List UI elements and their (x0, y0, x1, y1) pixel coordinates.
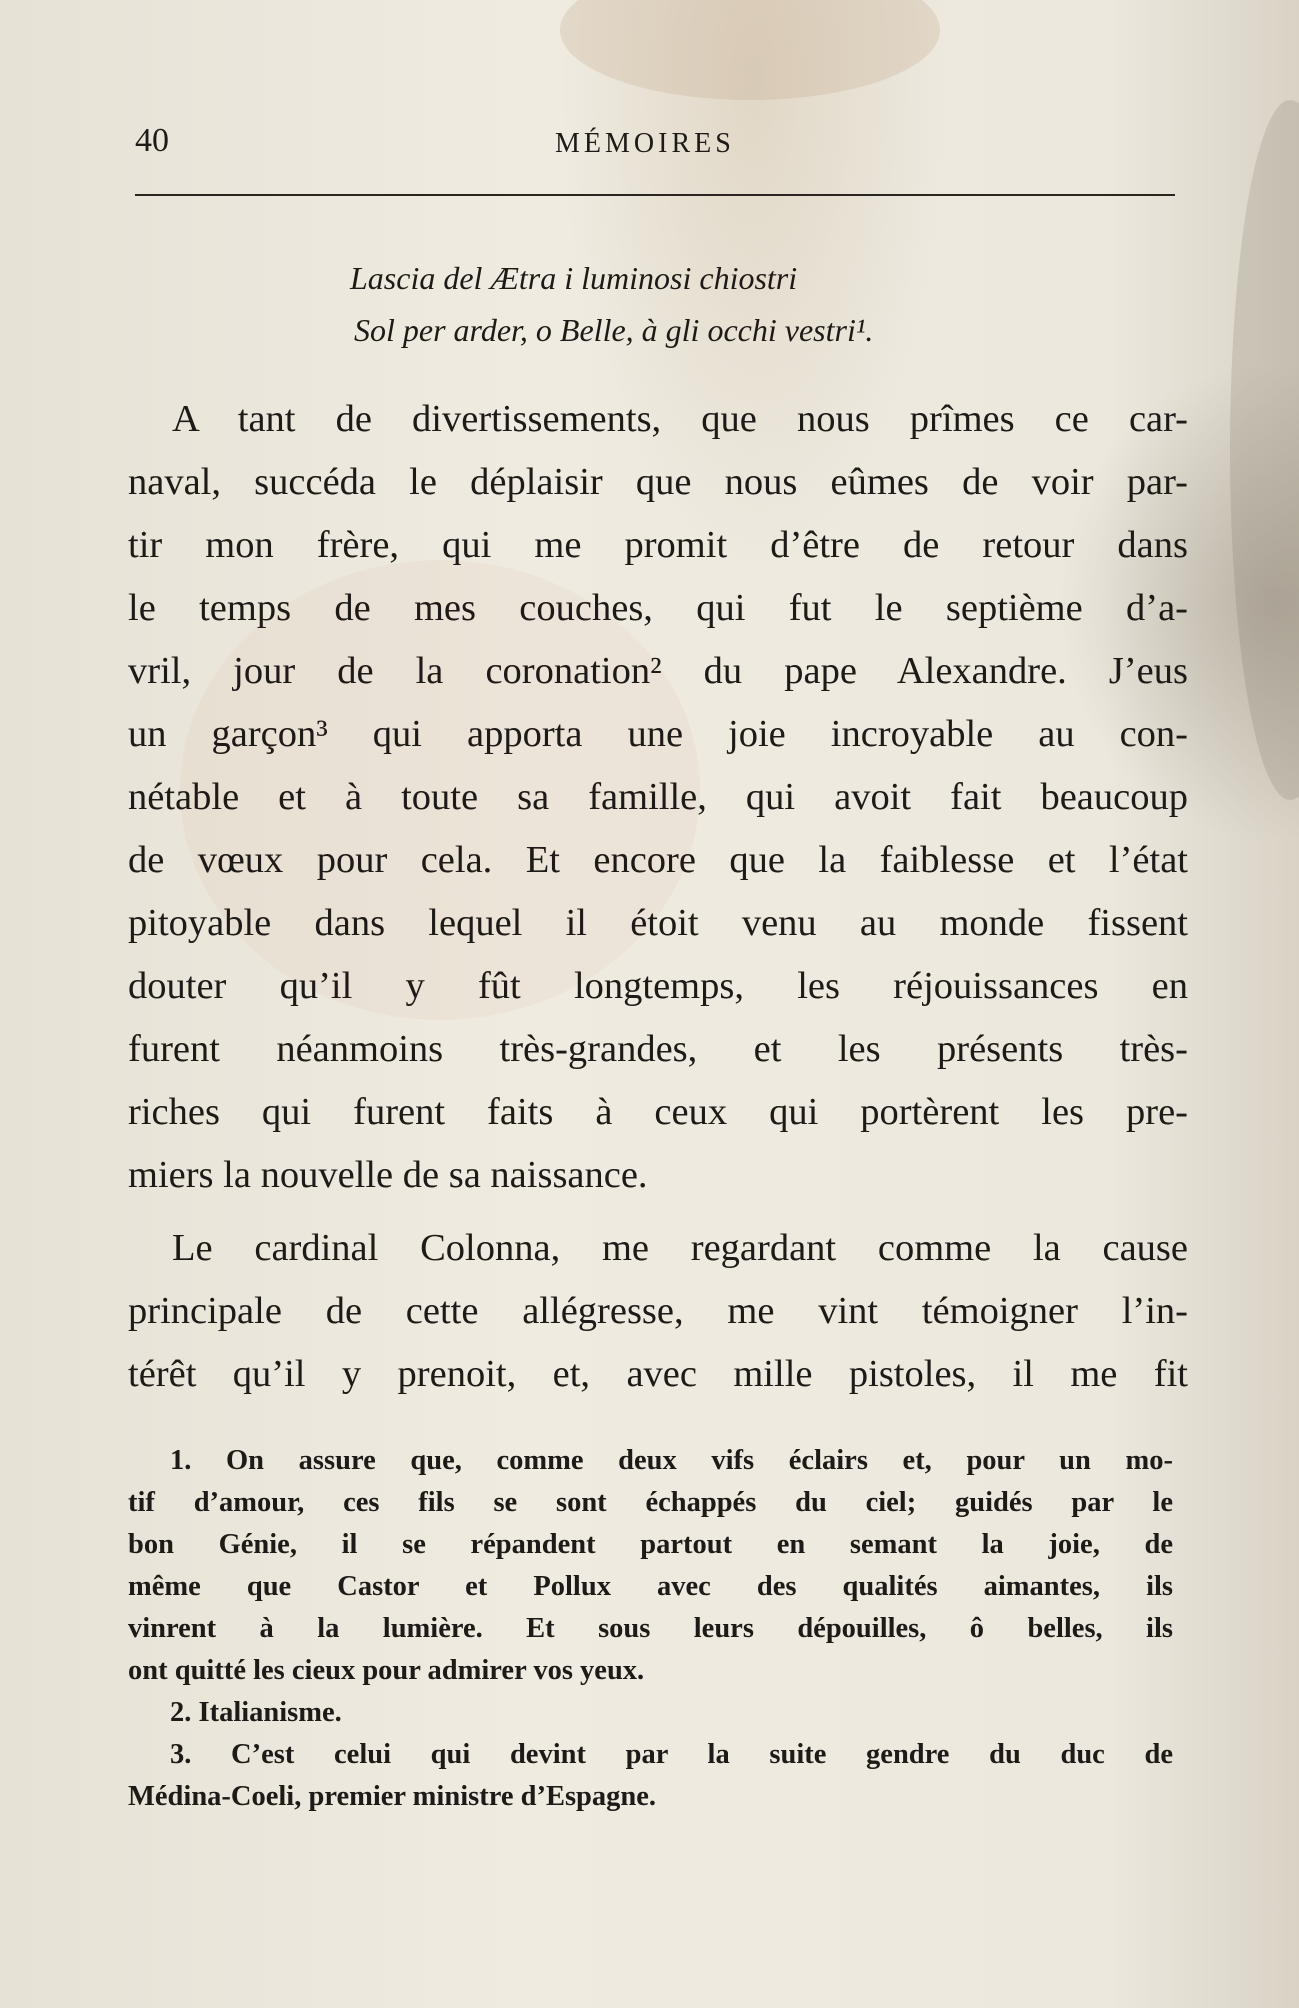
text-line: miers la nouvelle de sa naissance. (128, 1154, 648, 1196)
footnotes (128, 1440, 1173, 1818)
footnote-line: bon Génie, il se répandent partout en semant la joie, de (128, 1529, 1173, 1560)
verse-line: Sol per arder, o Belle, à gli occhi vestri¹. (354, 312, 874, 348)
paragraph-gap (128, 1207, 1188, 1217)
text-line: furent néanmoins très-grandes, et les présents très- (128, 1028, 1188, 1070)
text-line: A tant de divertissements, que nous prîmes ce car- (172, 398, 1188, 440)
footnote-line: 2. Italianisme. (170, 1697, 342, 1728)
paper-stain (1230, 100, 1299, 800)
text-line: pitoyable dans lequel il étoit venu au monde fissent (128, 902, 1188, 944)
running-title: MÉMOIRES (555, 128, 735, 159)
text-line: le temps de mes couches, qui fut le septième d’a- (128, 587, 1188, 629)
footnote-3 (128, 1734, 1173, 1818)
footnote-line: Médina-Coeli, premier ministre d’Espagne. (128, 1781, 657, 1812)
footnote-line: même que Castor et Pollux avec des qualités aimantes, ils (128, 1571, 1173, 1602)
text-line: naval, succéda le déplaisir que nous eûmes de voir par- (128, 461, 1188, 503)
footnote-line: ont quitté les cieux pour admirer vos yeux. (128, 1655, 645, 1686)
verse-quote (350, 252, 1150, 356)
footnote-line: 3. C’est celui qui devint par la suite gendre du duc de (170, 1739, 1173, 1770)
verse-line: Lascia del Ætra i luminosi chiostri (350, 260, 798, 296)
text-line: principale de cette allégresse, me vint témoigner l’in- (128, 1290, 1188, 1332)
text-line: tir mon frère, qui me promit d’être de retour dans (128, 524, 1188, 566)
footnote-1 (128, 1440, 1173, 1692)
text-line: vril, jour de la coronation² du pape Alexandre. J’eus (128, 650, 1188, 692)
text-line: nétable et à toute sa famille, qui avoit fait beaucoup (128, 776, 1188, 818)
text-line: un garçon³ qui apporta une joie incroyable au con- (128, 713, 1188, 755)
paper-stain (560, 0, 940, 100)
text-line: de vœux pour cela. Et encore que la faiblesse et l’état (128, 839, 1188, 881)
body-text (128, 388, 1188, 1406)
text-line: douter qu’il y fût longtemps, les réjouissances en (128, 965, 1188, 1007)
paragraph (128, 388, 1188, 1207)
text-line: riches qui furent faits à ceux qui portèrent les pre- (128, 1091, 1188, 1133)
footnote-2 (128, 1692, 1173, 1734)
footnote-line: vinrent à la lumière. Et sous leurs dépouilles, ô belles, ils (128, 1613, 1173, 1644)
text-line: térêt qu’il y prenoit, et, avec mille pistoles, il me fit (128, 1353, 1188, 1395)
text-line: Le cardinal Colonna, me regardant comme la cause (172, 1227, 1188, 1269)
header-rule (135, 194, 1175, 196)
page-number: 40 (135, 122, 169, 159)
footnote-line: tif d’amour, ces fils se sont échappés du ciel; guidés par le (128, 1487, 1173, 1518)
paragraph (128, 1217, 1188, 1406)
footnote-line: 1. On assure que, comme deux vifs éclairs et, pour un mo- (170, 1445, 1173, 1476)
running-head (135, 122, 1175, 162)
